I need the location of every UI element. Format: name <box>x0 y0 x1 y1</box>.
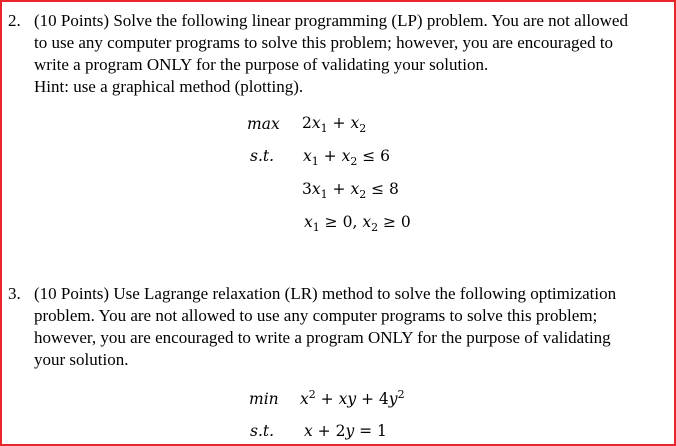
lp-constraint-nonneg: $x_1 \ge 0$, $x_2 \ge 0$ <box>304 213 411 234</box>
problem-2-line-1: (10 Points) Solve the following linear programming (LP) problem. You are not allowed <box>34 11 628 30</box>
problem-2-line-2: to use any computer programs to solve this problem; however, you are encouraged to <box>34 33 614 52</box>
lp-max-keyword: max <box>247 115 280 133</box>
opt-objective: $x^2$ + xy + $4y^2$ <box>300 388 405 408</box>
problem-2-hint: Hint: use a graphical method (plotting). <box>34 77 304 96</box>
problem-3-number: 3. <box>8 284 21 303</box>
problem-2-line-3: write a program ONLY for the purpose of validating your solution. <box>34 55 489 74</box>
problem-3-line-4: your solution. <box>34 350 129 369</box>
opt-constraint: x + 2y = 1 <box>304 422 387 440</box>
problem-3-line-3: however, you are encouraged to write a program ONLY for the purpose of validating <box>34 328 611 347</box>
problem-2-number: 2. <box>8 11 21 30</box>
opt-min-keyword: min <box>249 390 279 408</box>
problem-3-statement <box>34 283 616 371</box>
problem-3-line-2: problem. You are not allowed to use any computer programs to solve this problem; <box>34 306 598 325</box>
lp-constraint-1: $x_1 + x_2 \le 6$ <box>303 147 391 168</box>
lp-constraint-2: $3x_1 + x_2 \le 8$ <box>302 180 399 201</box>
problem-3-line-1: (10 Points) Use Lagrange relaxation (LR) method to solve the following optimization <box>34 284 617 303</box>
opt-st-keyword: s.t. <box>250 422 275 440</box>
problem-2-statement <box>34 10 628 98</box>
lp-objective: $2x_1 + x_2$ <box>302 114 367 135</box>
lp-st-keyword: s.t. <box>250 147 275 165</box>
